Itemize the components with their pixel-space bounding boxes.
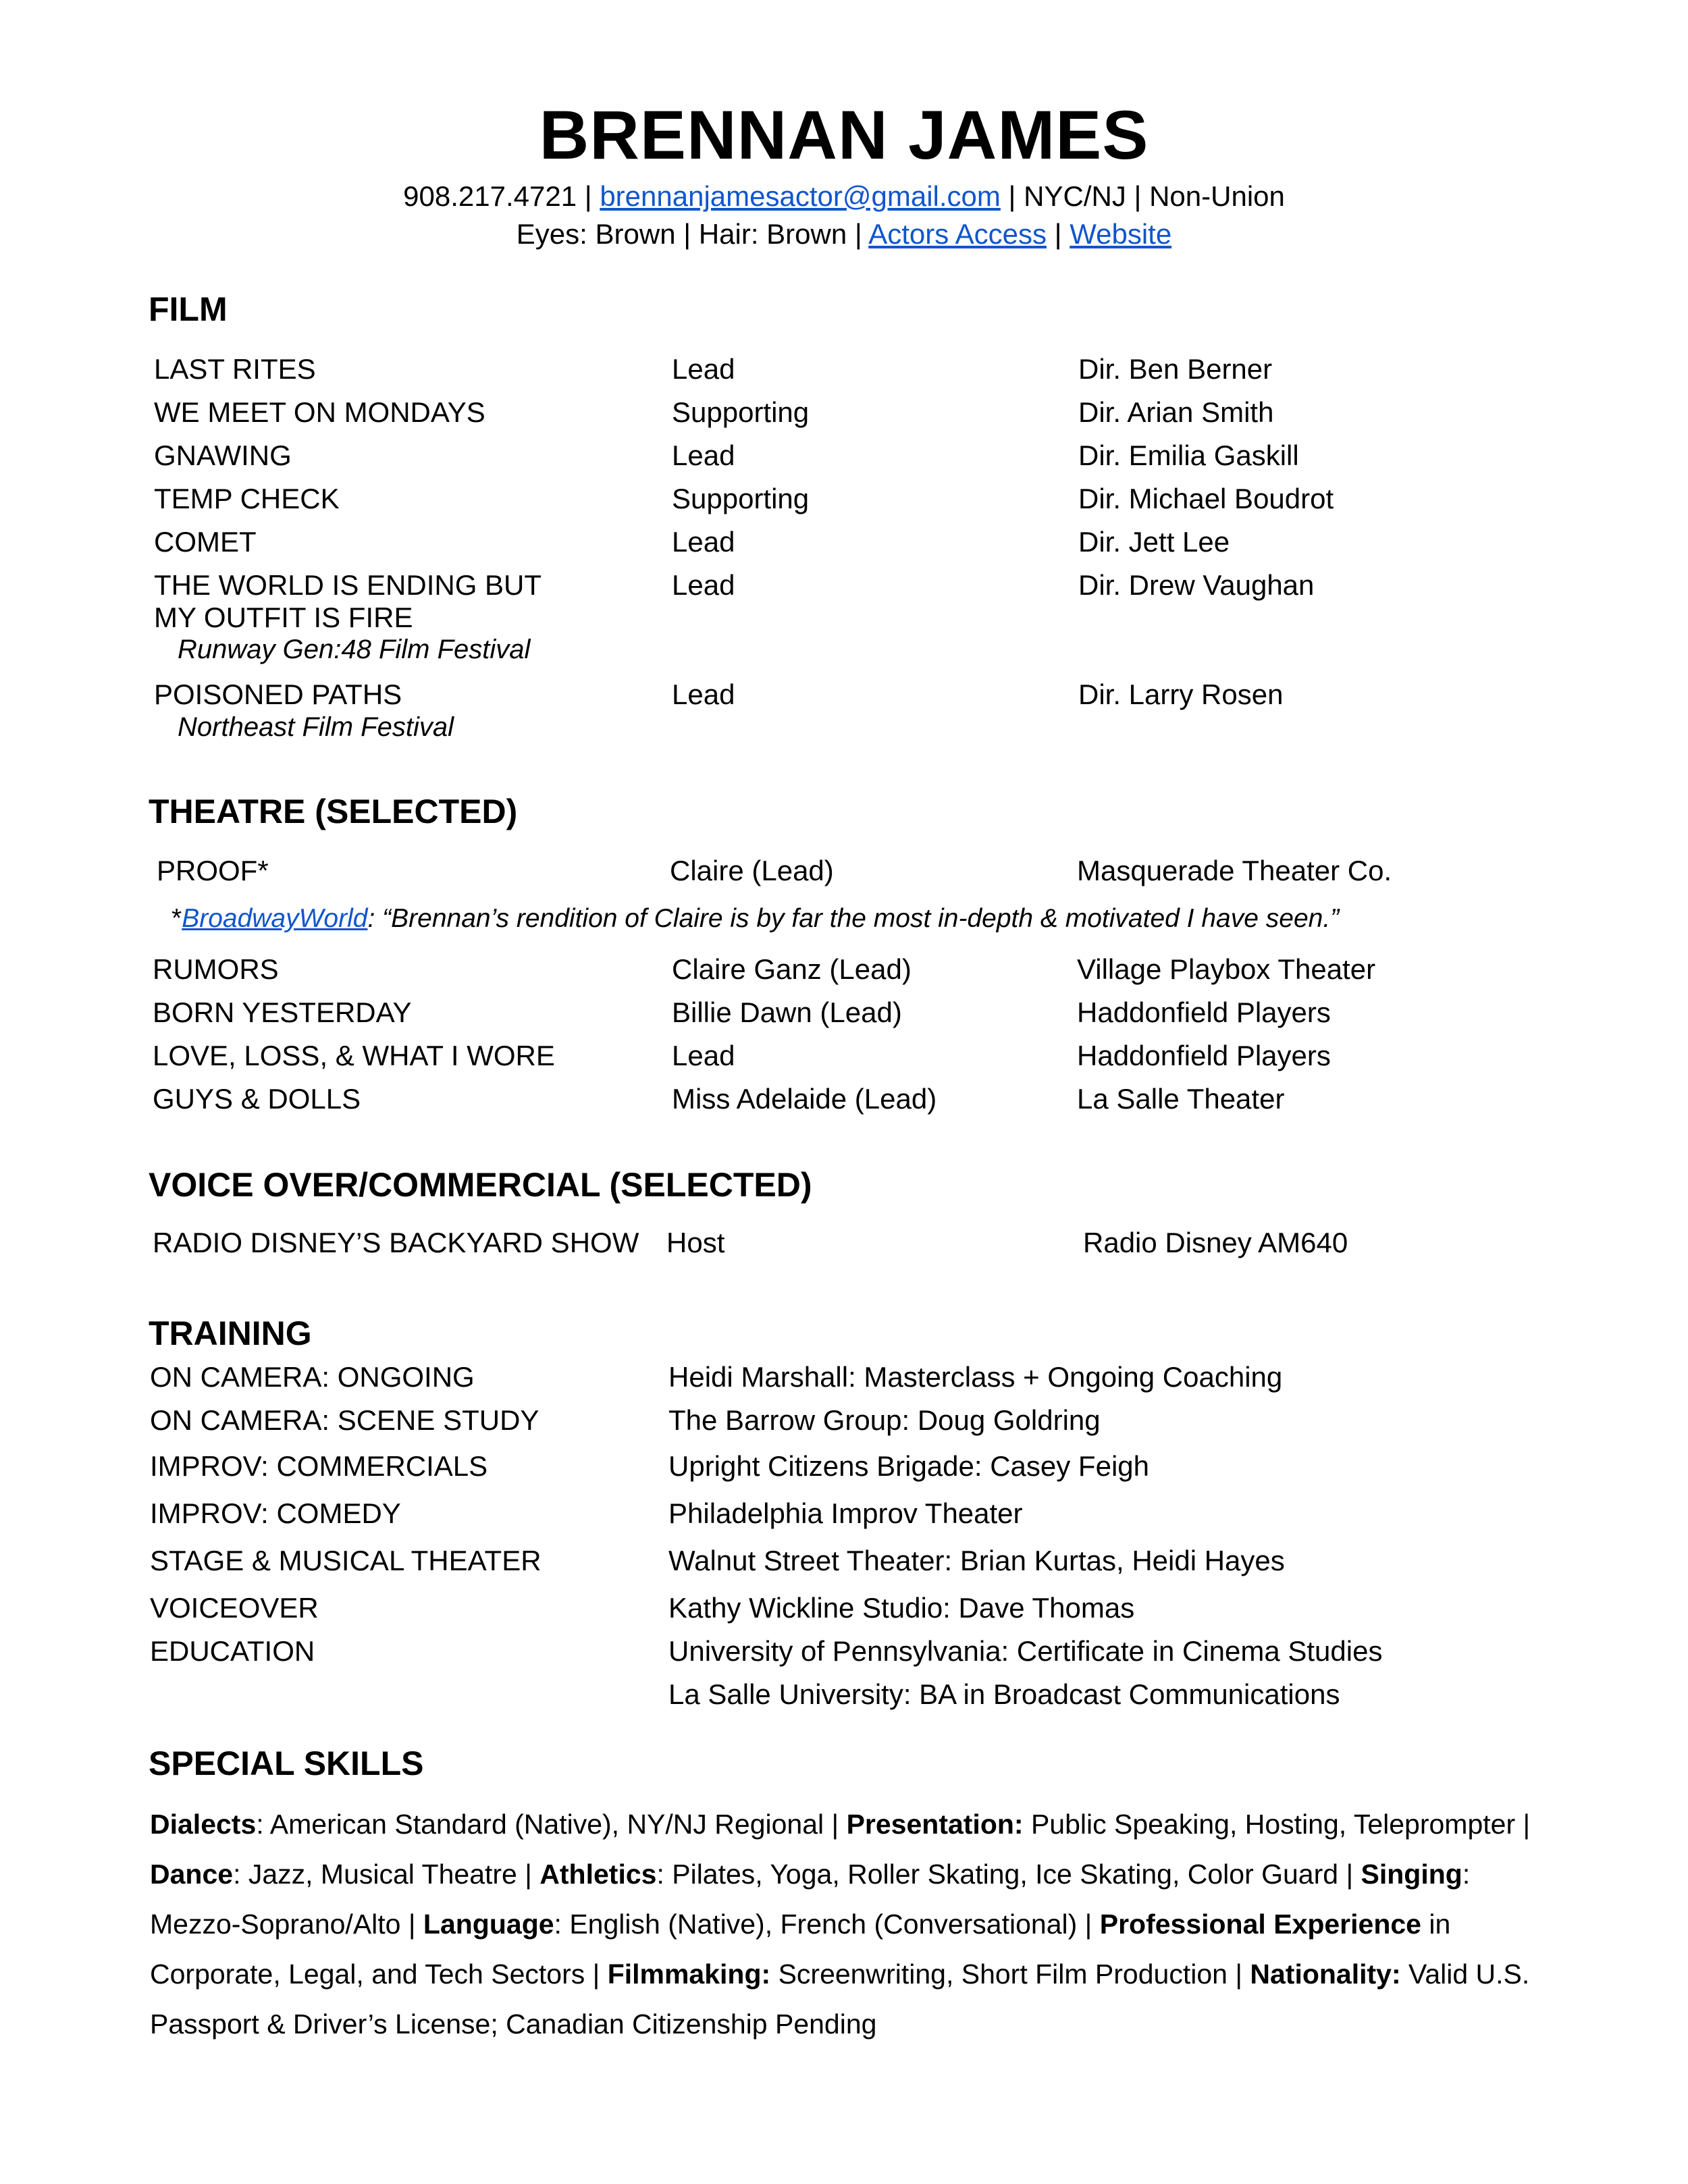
film-festival-note: Runway Gen:48 Film Festival — [178, 635, 531, 664]
union-status: Non-Union — [1149, 180, 1285, 212]
play-venue: La Salle Theater — [1077, 1083, 1285, 1115]
skill-text: Public Speaking, Hosting, Teleprompter | — [1023, 1809, 1531, 1840]
play-role: Claire (Lead) — [670, 855, 834, 886]
location: NYC/NJ — [1024, 180, 1126, 212]
theatre-row — [0, 854, 1688, 895]
skill-text: Screenwriting, Short Film Production | — [770, 1959, 1250, 1990]
vo-project: RADIO DISNEY’S BACKYARD SHOW — [153, 1227, 639, 1258]
skill-text: : American Standard (Native), NY/NJ Regional | — [256, 1809, 847, 1840]
training-heading: TRAINING — [149, 1314, 312, 1352]
film-role: Lead — [672, 678, 735, 710]
film-title-continued: MY OUTFIT IS FIRE — [154, 602, 413, 633]
training-row — [0, 1497, 1688, 1537]
play-venue: Haddonfield Players — [1077, 996, 1331, 1028]
film-heading: FILM — [149, 290, 228, 328]
training-detail: Kathy Wickline Studio: Dave Thomas — [668, 1592, 1135, 1624]
hair-color: Hair: Brown — [698, 218, 847, 250]
play-venue: Village Playbox Theater — [1077, 953, 1376, 985]
film-role: Lead — [672, 569, 735, 601]
training-row — [0, 1678, 1688, 1718]
film-role: Lead — [672, 526, 735, 558]
vo-role: Host — [666, 1227, 725, 1258]
film-row — [0, 568, 1688, 633]
skills-heading: SPECIAL SKILLS — [149, 1744, 424, 1782]
training-area: IMPROV: COMMERCIALS — [150, 1450, 488, 1482]
skill-text: : Pilates, Yoga, Roller Skating, Ice Skating, Color Guard | — [656, 1859, 1361, 1890]
broadwayworld-link[interactable]: BroadwayWorld — [182, 904, 368, 933]
vo-company: Radio Disney AM640 — [1083, 1227, 1348, 1258]
film-row — [0, 482, 1688, 523]
film-role: Supporting — [672, 483, 810, 514]
theatre-row — [0, 953, 1688, 993]
film-director: Dir. Jett Lee — [1078, 526, 1230, 558]
training-area: ON CAMERA: SCENE STUDY — [150, 1404, 539, 1436]
training-detail: Philadelphia Improv Theater — [668, 1497, 1023, 1529]
skill-label: Dialects — [150, 1809, 257, 1840]
film-role: Lead — [672, 353, 735, 385]
play-title: LOVE, LOSS, & WHAT I WORE — [153, 1040, 555, 1071]
contact-line — [0, 179, 1688, 214]
film-role: Lead — [672, 440, 735, 471]
theatre-heading: THEATRE (SELECTED) — [149, 793, 518, 830]
website-link[interactable]: Website — [1070, 218, 1172, 250]
skills-paragraph — [150, 1799, 1554, 2049]
skill-label: Nationality: — [1250, 1959, 1401, 1990]
skill-label: Singing — [1361, 1859, 1462, 1890]
training-area: STAGE & MUSICAL THEATER — [150, 1545, 542, 1576]
skill-text: Valid U.S. Passport & Driver’s License; Canadian Citizenship Pending — [150, 1959, 1530, 2040]
play-title: GUYS & DOLLS — [153, 1083, 361, 1115]
skill-label: Professional Experience — [1099, 1909, 1421, 1940]
film-title: WE MEET ON MONDAYS — [154, 396, 485, 428]
voiceover-heading: VOICE OVER/COMMERCIAL (SELECTED) — [149, 1166, 812, 1204]
film-director: Dir. Drew Vaughan — [1078, 569, 1315, 601]
attributes-line — [0, 217, 1688, 252]
actor-name: BRENNAN JAMES — [539, 97, 1149, 174]
film-row — [0, 525, 1688, 566]
separator: | — [683, 218, 691, 250]
training-row — [0, 1591, 1688, 1632]
skill-label: Dance — [150, 1859, 234, 1890]
theatre-row — [0, 1082, 1688, 1123]
film-festival-note: Northeast Film Festival — [178, 712, 454, 742]
film-row — [0, 439, 1688, 479]
separator: | — [584, 180, 592, 212]
play-title: RUMORS — [153, 953, 279, 985]
skill-text: : English (Native), French (Conversational) | — [554, 1909, 1100, 1940]
film-title: GNAWING — [154, 440, 292, 471]
voiceover-row — [0, 1226, 1688, 1267]
film-title: COMET — [154, 526, 257, 558]
film-title: TEMP CHECK — [154, 483, 340, 514]
play-venue: Haddonfield Players — [1077, 1040, 1331, 1071]
film-row — [0, 352, 1688, 393]
separator: | — [854, 218, 862, 250]
play-title: PROOF* — [157, 855, 269, 886]
theatre-row — [0, 1039, 1688, 1080]
eye-color: Eyes: Brown — [516, 218, 676, 250]
film-director: Dir. Arian Smith — [1078, 396, 1274, 428]
film-title: LAST RITES — [154, 353, 316, 385]
film-role: Supporting — [672, 396, 810, 428]
training-detail: Upright Citizens Brigade: Casey Feigh — [668, 1450, 1149, 1482]
play-role: Billie Dawn (Lead) — [672, 996, 902, 1028]
review-asterisk: * — [172, 904, 182, 933]
training-row — [0, 1544, 1688, 1584]
skill-label: Presentation: — [846, 1809, 1024, 1840]
film-row — [0, 396, 1688, 436]
skill-text: : Jazz, Musical Theatre | — [233, 1859, 540, 1890]
training-detail: La Salle University: BA in Broadcast Communications — [668, 1678, 1340, 1710]
play-title: BORN YESTERDAY — [153, 996, 412, 1028]
phone: 908.217.4721 — [403, 180, 577, 212]
training-detail: Heidi Marshall: Masterclass + Ongoing Coaching — [668, 1361, 1283, 1393]
skill-text: in Corporate, Legal, and Tech Sectors | — [150, 1909, 1451, 1990]
skill-label: Language — [423, 1909, 554, 1940]
film-title: THE WORLD IS ENDING BUT — [154, 569, 542, 601]
film-director: Dir. Larry Rosen — [1078, 678, 1284, 710]
film-director: Dir. Michael Boudrot — [1078, 483, 1334, 514]
training-row — [0, 1449, 1688, 1490]
review-text: : “Brennan’s rendition of Claire is by far the most in-depth & motivated I have seen.” — [367, 904, 1340, 933]
training-row — [0, 1634, 1688, 1675]
actors-access-link[interactable]: Actors Access — [868, 218, 1047, 250]
film-director: Dir. Ben Berner — [1078, 353, 1273, 385]
theatre-row — [0, 996, 1688, 1036]
film-director: Dir. Emilia Gaskill — [1078, 440, 1299, 471]
separator: | — [1008, 180, 1016, 212]
training-detail: The Barrow Group: Doug Goldring — [668, 1404, 1101, 1436]
email-link[interactable]: brennanjamesactor@gmail.com — [600, 180, 1001, 212]
training-area: VOICEOVER — [150, 1592, 319, 1624]
separator: | — [1054, 218, 1062, 250]
training-area: EDUCATION — [150, 1635, 315, 1667]
training-row — [0, 1404, 1688, 1444]
separator: | — [1134, 180, 1142, 212]
skill-text: : Mezzo-Soprano/Alto | — [150, 1859, 1471, 1940]
training-area: ON CAMERA: ONGOING — [150, 1361, 475, 1393]
review-quote — [172, 902, 1339, 936]
training-detail: University of Pennsylvania: Certificate in Cinema Studies — [668, 1635, 1383, 1667]
training-row — [0, 1360, 1688, 1401]
play-venue: Masquerade Theater Co. — [1077, 855, 1392, 886]
film-title: POISONED PATHS — [154, 678, 402, 710]
play-role: Miss Adelaide (Lead) — [672, 1083, 937, 1115]
training-detail: Walnut Street Theater: Brian Kurtas, Heidi Hayes — [668, 1545, 1285, 1576]
training-area: IMPROV: COMEDY — [150, 1497, 401, 1529]
play-role: Claire Ganz (Lead) — [672, 953, 912, 985]
play-role: Lead — [672, 1040, 735, 1071]
skill-label: Filmmaking: — [607, 1959, 771, 1990]
skill-label: Athletics — [539, 1859, 657, 1890]
